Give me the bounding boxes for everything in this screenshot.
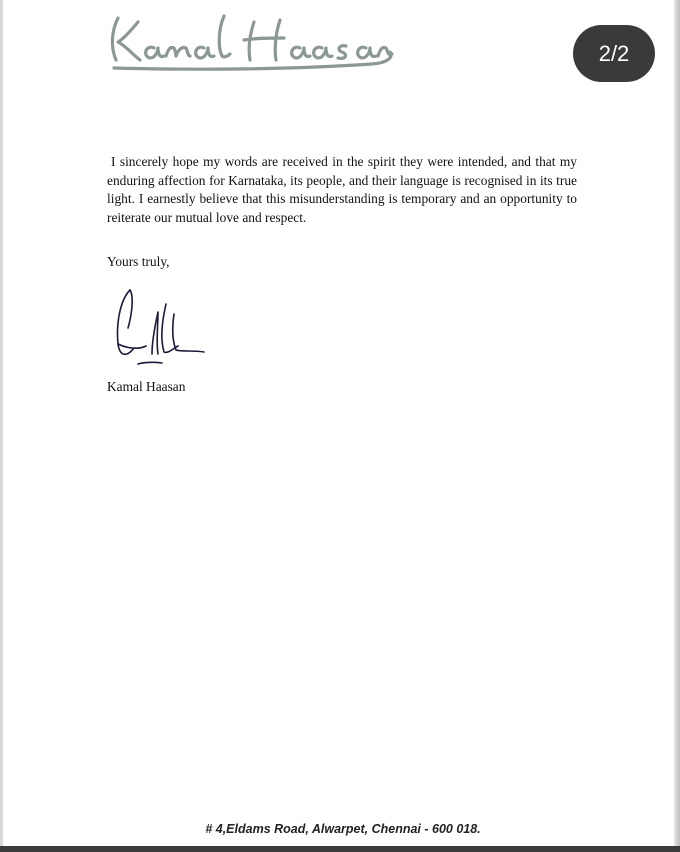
bottom-bar <box>0 846 680 852</box>
footer-address: # 4,Eldams Road, Alwarpet, Chennai - 600 018. <box>205 822 481 836</box>
letterhead-logo <box>104 8 404 80</box>
handwritten-signature <box>108 284 212 368</box>
page-edge-left <box>0 0 3 852</box>
page-edge-right <box>674 0 680 852</box>
letter-closing: Yours truly, <box>107 254 170 269</box>
signer-name: Kamal Haasan <box>107 379 186 394</box>
letter-body-paragraph: I sincerely hope my words are received in the spirit they were intended, and that my enduring affection for Karnataka, its people, and their language is recognised in its true light. I earnestly believe that this misunderstanding is temporary and an opportunity to reiterate our mutual love and respect. <box>107 154 577 225</box>
page-indicator-badge[interactable]: 2/2 <box>573 25 655 82</box>
